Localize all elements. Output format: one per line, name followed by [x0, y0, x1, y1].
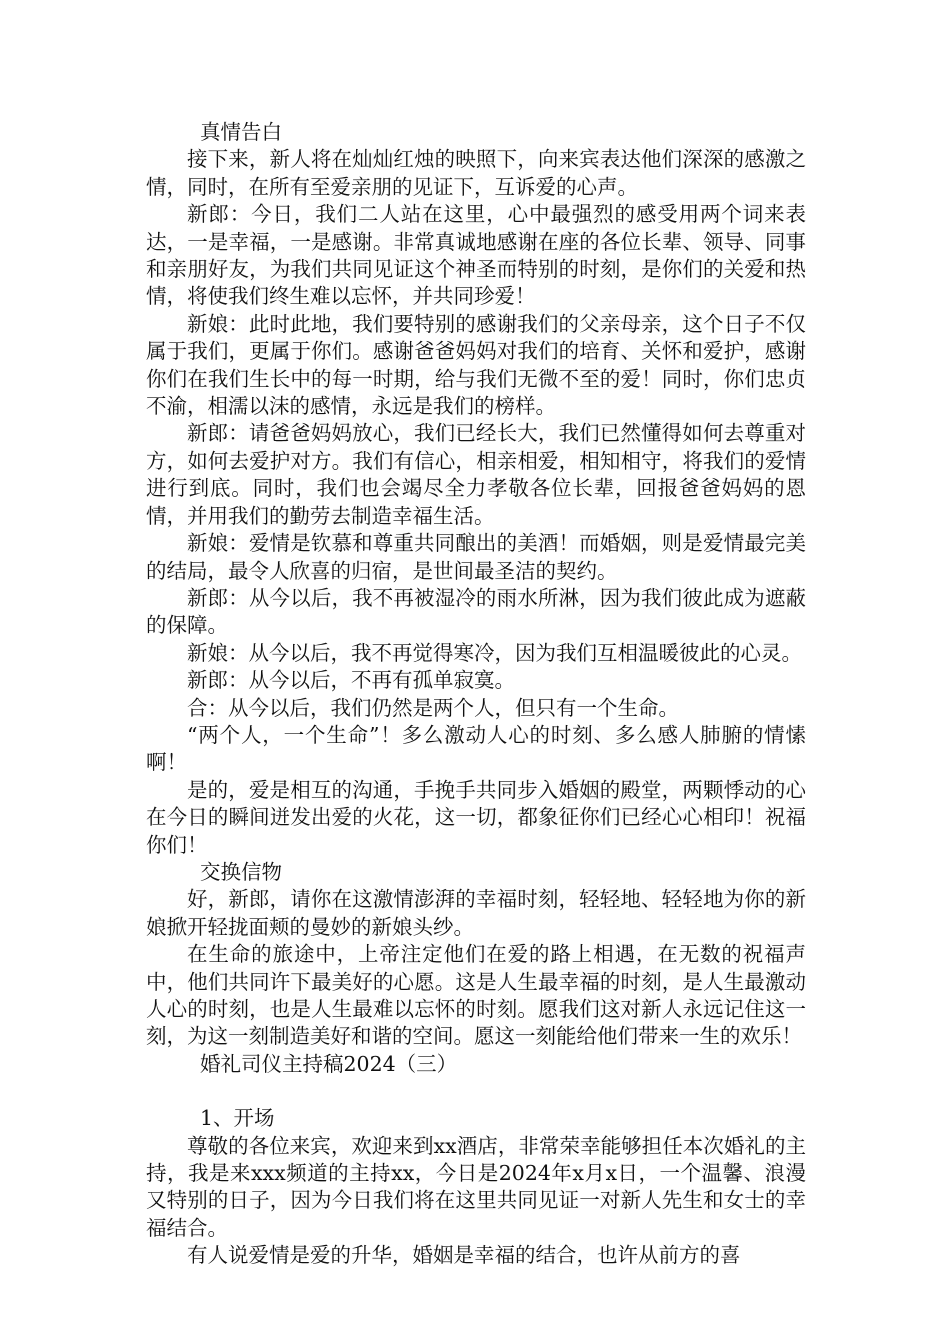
paragraph: 新郎：从今以后，不再有孤单寂寞。 [187, 668, 515, 693]
paragraph: 有人说爱情是爱的升华，婚姻是幸福的结合，也许从前方的喜 [187, 1243, 741, 1268]
paragraph: 尊敬的各位来宾，欢迎来到xx酒店，非常荣幸能够担任本次婚礼的主持，我是来xxx频道的主持xx，今日是2024年x月x日，一个温馨、浪漫又特别的日子，因为今日我们将在这里共同见证一对新人先生和女士的幸福结合。 [146, 1133, 806, 1240]
paragraph: 新郎：请爸爸妈妈放心，我们已经长大，我们已然懂得如何去尊重对方，如何去爱护对方。我们有信心，相亲相爱，相知相守，将我们的爱情进行到底。同时，我们也会竭尽全力孝敬各位长辈，回报爸爸妈妈的恩情，并用我们的勤劳去制造幸福生活。 [146, 421, 806, 528]
paragraph: 新娘：爱情是钦慕和尊重共同酿出的美酒！而婚姻，则是爱情最完美的结局，最令人欣喜的归宿，是世间最圣洁的契约。 [146, 531, 806, 583]
section-heading-exchange: 交换信物 [200, 859, 282, 884]
paragraph: 新娘：此时此地，我们要特别的感谢我们的父亲母亲，这个日子不仅属于我们，更属于你们。感谢爸爸妈妈对我们的培育、关怀和爱护，感谢你们在我们生长中的每一时期，给与我们无微不至的爱！同时，你们忠贞不渝，相濡以沫的感情，永远是我们的榜样。 [146, 311, 806, 419]
paragraph: 合：从今以后，我们仍然是两个人，但只有一个生命。 [187, 695, 679, 720]
section-heading-opening: 1、开场 [200, 1106, 275, 1131]
document-page [146, 119, 806, 1270]
paragraph: 是的，爱是相互的沟通，手挽手共同步入婚姻的殿堂，两颗悸动的心在今日的瞬间迸发出爱的火花，这一切，都象征你们已经心心相印！祝福你们！ [146, 777, 806, 857]
paragraph: 在生命的旅途中，上帝注定他们在爱的路上相遇，在无数的祝福声中，他们共同许下最美好的心愿。这是人生最幸福的时刻，是人生最激动人心的时刻，也是人生最难以忘怀的时刻。愿我们这对新人永远记住这一刻，为这一刻制造美好和谐的空间。愿这一刻能给他们带来一生的欢乐！ [146, 942, 806, 1049]
paragraph: “两个人，一个生命”！多么激动人心的时刻、多么感人肺腑的情愫啊！ [146, 722, 806, 775]
paragraph: 新娘：从今以后，我不再觉得寒冷，因为我们互相温暖彼此的心灵。 [187, 640, 802, 665]
paragraph: 接下来，新人将在灿灿红烛的映照下，向来宾表达他们深深的感激之情，同时，在所有至爱亲朋的见证下，互诉爱的心声。 [146, 147, 806, 199]
document-title-part3: 婚礼司仪主持稿2024（三） [200, 1051, 458, 1076]
paragraph: 新郎：今日，我们二人站在这里，心中最强烈的感受用两个词来表达，一是幸福，一是感谢。非常真诚地感谢在座的各位长辈、领导、同事和亲朋好友，为我们共同见证这个神圣而特别的时刻，是你们的关爱和热情，将使我们终生难以忘怀，并共同珍爱！ [146, 202, 806, 309]
spacer [146, 1078, 806, 1105]
section-heading-confession: 真情告白 [200, 120, 282, 144]
paragraph: 好，新郎，请你在这激情澎湃的幸福时刻，轻轻地、轻轻地为你的新娘掀开轻拢面颊的曼妙的新娘头纱。 [146, 887, 806, 939]
paragraph: 新郎：从今以后，我不再被湿冷的雨水所淋，因为我们彼此成为遮蔽的保障。 [146, 585, 806, 638]
